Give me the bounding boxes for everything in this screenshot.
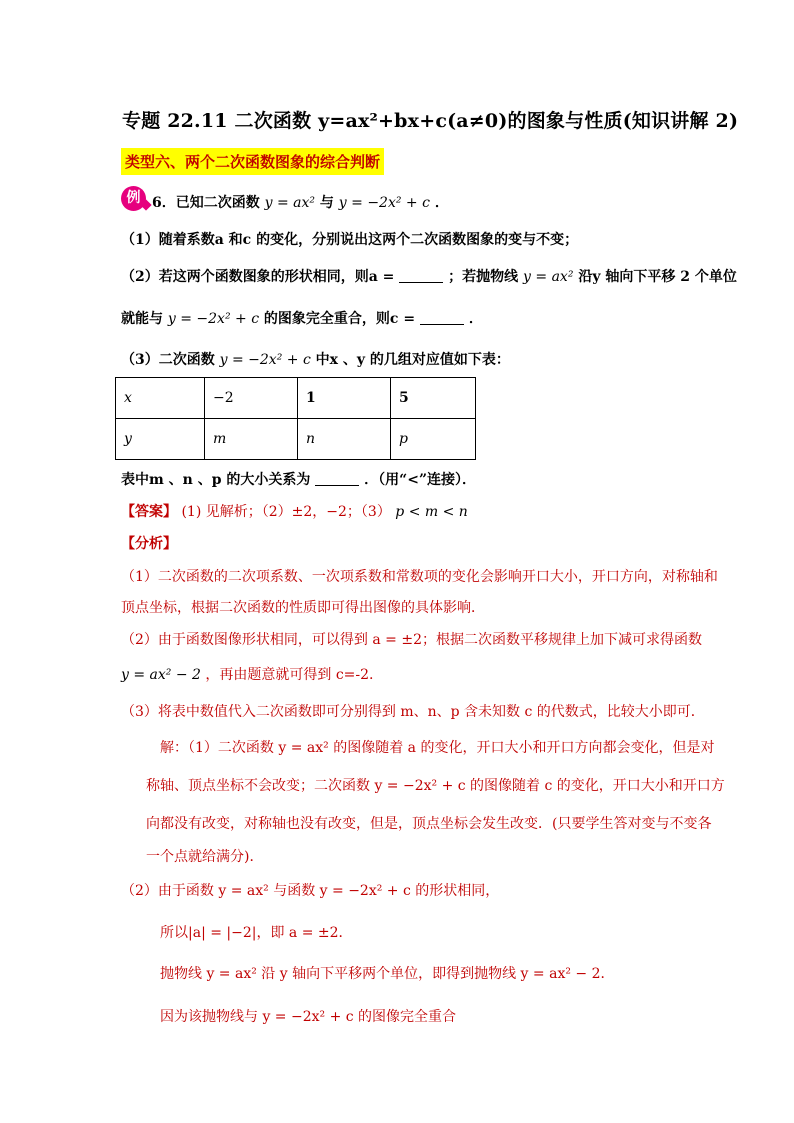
table-cell: n (298, 419, 391, 460)
part2-formula: y = ax² (523, 269, 574, 285)
answer-blank-a (399, 268, 443, 283)
part2-line2-b: 的图象完全重合，则c = (263, 311, 416, 327)
table-row (116, 419, 476, 460)
answer-blank-order (315, 471, 359, 486)
question-connector: 与 (319, 195, 334, 211)
analysis-label: 【分析】 (121, 536, 177, 552)
analysis-line-4-text: ，再由题意就可得到 c=-2. (205, 667, 374, 683)
analysis-line-3: （2）由于函数图像形状相同，可以得到 a = ±2；根据二次函数平移规律上加下减可求得函数 (121, 632, 702, 648)
answer-line (121, 501, 468, 521)
table-cell: y (116, 419, 205, 460)
analysis-line-4 (121, 664, 374, 684)
part3-text-a: （3）二次函数 (121, 352, 215, 368)
question-part-1: （1）随着系数a 和c 的变化，分别说出这两个二次函数图象的变与不变； (121, 232, 579, 248)
question-end: ． (434, 195, 449, 211)
part2-line2-end: ． (468, 311, 483, 327)
table-row (116, 378, 476, 419)
solution-line-2: 称轴、顶点坐标不会改变；二次函数 y = −2x² + c 的图像随着 c 的变化，开口大小和开口方 (146, 778, 725, 794)
answer-text: (1) 见解析；（2）±2，−2；（3） (181, 504, 391, 520)
formula-f1: y = ax² (264, 195, 316, 211)
answer-relation: p < m < n (395, 504, 468, 520)
table-cell: p (391, 419, 476, 460)
solution-line-3: 向都没有改变，对称轴也没有改变，但是，顶点坐标会发生改变．(只要学生答对变与不变各 (146, 816, 712, 832)
analysis-line-2: 顶点坐标，根据二次函数的性质即可得出图像的具体影响． (121, 600, 485, 616)
solution-line-6: 所以|a| = |−2|，即 a = ±2． (160, 925, 353, 941)
part2-text-c: 沿y 轴向下平移 2 个单位 (578, 269, 737, 285)
part3-tail-a: 表中m 、n 、p 的大小关系为 (121, 472, 311, 488)
solution-line-8: 因为该抛物线与 y = −2x² + c 的图像完全重合 (160, 1009, 457, 1025)
formula-f2: y = −2x² + c (338, 195, 430, 211)
part2-text-b: ；若抛物线 (448, 269, 519, 285)
analysis-line-5: （3）将表中数值代入二次函数即可分别得到 m、n、p 含未知数 c 的代数式，比较大小即可． (121, 704, 705, 720)
question-intro-line (152, 192, 449, 212)
question-part-2-line-1 (121, 266, 737, 286)
section-banner: 类型六、两个二次函数图象的综合判断 (121, 148, 384, 175)
question-part-3 (121, 349, 510, 369)
page-title: 专题 22.11 二次函数 y=ax²+bx+c(a≠0)的图象与性质(知识讲解 2) (122, 110, 739, 132)
part2-text-a: （2）若这两个函数图象的形状相同，则a = (121, 269, 395, 285)
table-cell: m (205, 419, 298, 460)
table-cell: −2 (205, 378, 298, 419)
question-part-2-line-2 (121, 308, 483, 328)
solution-line-7: 抛物线 y = ax² 沿 y 轴向下平移两个单位，即得到抛物线 y = ax² − 2． (160, 966, 615, 982)
question-intro: 6．已知二次函数 (152, 195, 260, 211)
answer-label: 【答案】 (121, 504, 177, 520)
part2-line2-a: 就能与 (121, 311, 163, 327)
analysis-formula: y = ax² − 2 (121, 667, 201, 683)
table-cell: x (116, 378, 205, 419)
part3-formula: y = −2x² + c (219, 352, 311, 368)
solution-line-5: （2）由于函数 y = ax² 与函数 y = −2x² + c 的形状相同， (121, 883, 500, 899)
answer-blank-c (420, 310, 464, 325)
analysis-line-1: （1）二次函数的二次项系数、一次项系数和常数项的变化会影响开口大小，开口方向，对称轴和 (121, 569, 718, 585)
solution-line-1: 解：（1）二次函数 y = ax² 的图像随着 a 的变化，开口大小和开口方向都会变化，但是对 (160, 740, 715, 756)
part3-tail-b: ．（用“<”连接）． (364, 472, 476, 488)
table-cell: 1 (298, 378, 391, 419)
values-table (115, 377, 476, 460)
part2-line2-formula: y = −2x² + c (167, 311, 260, 327)
solution-line-4: 一个点就给满分)． (146, 849, 264, 865)
table-cell: 5 (391, 378, 476, 419)
part3-text-b: 中x 、y 的几组对应值如下表： (315, 352, 510, 368)
question-part-3-tail (121, 469, 476, 489)
example-badge: 例 (121, 186, 146, 211)
